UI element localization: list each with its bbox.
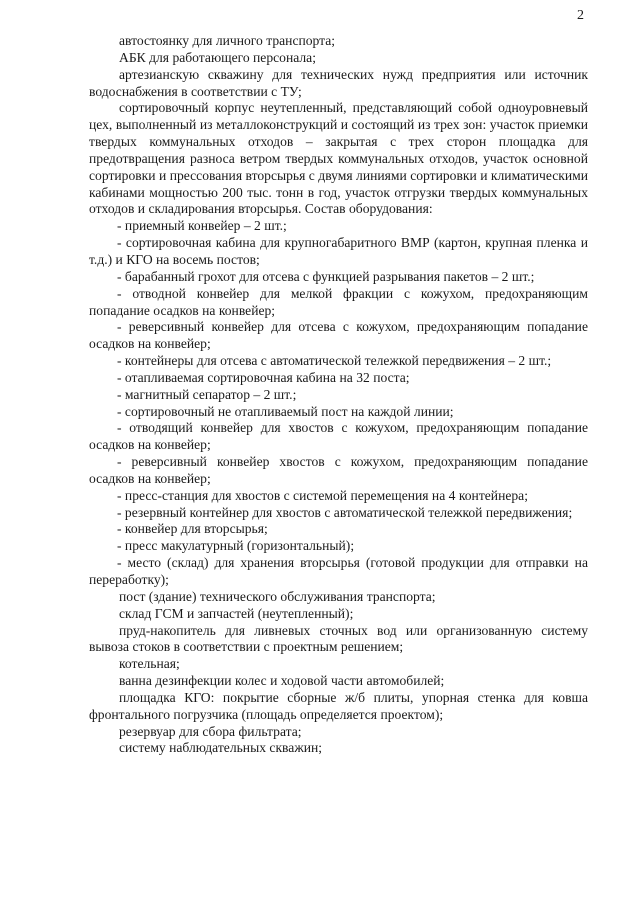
paragraph: склад ГСМ и запчастей (неутепленный); bbox=[119, 605, 354, 621]
equipment-list-item: - отапливаемая сортировочная кабина на 32 поста; bbox=[117, 369, 410, 385]
equipment-list-item: - место (склад) для хранения вторсырья (готовой продукции для отправки на переработку); bbox=[89, 555, 588, 587]
page-number: 2 bbox=[577, 8, 584, 23]
paragraph: систему наблюдательных скважин; bbox=[119, 740, 323, 756]
equipment-list-item: - сортировочный не отапливаемый пост на каждой линии; bbox=[117, 403, 454, 419]
document-body bbox=[89, 33, 588, 757]
paragraph: артезианскую скважину для технических нужд предприятия или источник водоснабжения в соответствии с ТУ; bbox=[89, 66, 588, 99]
equipment-list-item: - отводящий конвейер для хвостов с кожухом, предохраняющим попадание осадков на конвейер; bbox=[89, 420, 588, 453]
equipment-list-item: - реверсивный конвейер хвостов с кожухом, предохраняющим попадание осадков на конвейер; bbox=[89, 454, 588, 486]
equipment-list-item: - конвейер для вторсырья; bbox=[117, 521, 268, 537]
equipment-list-item: - контейнеры для отсева с автоматической тележкой передвижения – 2 шт.; bbox=[117, 353, 552, 369]
equipment-list-item: - реверсивный конвейер для отсева с кожухом, предохраняющим попадание осадков на конвейер; bbox=[89, 319, 588, 352]
equipment-list-item: - пресс макулатурный (горизонтальный); bbox=[117, 538, 355, 554]
paragraph: ванна дезинфекции колес и ходовой части автомобилей; bbox=[119, 673, 445, 689]
paragraph: площадка КГО: покрытие сборные ж/б плиты, упорная стенка для ковша фронтального погрузчика (площадь определяется проектом); bbox=[89, 689, 588, 722]
paragraph: пруд-накопитель для ливневых сточных вод или организованную систему вывоза стоков в соответствии с проектным решением; bbox=[89, 622, 588, 655]
equipment-list-item: - пресс-станция для хвостов с системой перемещения на 4 контейнера; bbox=[117, 487, 528, 503]
equipment-list-item: - барабанный грохот для отсева с функцией разрывания пакетов – 2 шт.; bbox=[117, 268, 535, 284]
paragraph: резервуар для сбора фильтрата; bbox=[119, 723, 302, 739]
equipment-list-item: - отводной конвейер для мелкой фракции с кожухом, предохраняющим попадание осадков на конвейер; bbox=[89, 285, 588, 318]
paragraph: автостоянку для личного транспорта; bbox=[119, 33, 336, 48]
equipment-list-item: - приемный конвейер – 2 шт.; bbox=[117, 218, 287, 234]
paragraph: пост (здание) технического обслуживания транспорта; bbox=[119, 588, 436, 604]
paragraph: котельная; bbox=[119, 656, 180, 672]
equipment-list-item: - резервный контейнер для хвостов с автоматической тележкой передвижения; bbox=[117, 504, 573, 520]
paragraph: АБК для работающего персонала; bbox=[119, 49, 316, 65]
equipment-list-item: - магнитный сепаратор – 2 шт.; bbox=[117, 386, 297, 402]
equipment-list-item: - сортировочная кабина для крупногабаритного ВМР (картон, крупная пленка и т.д.) и КГО на восемь постов; bbox=[89, 235, 588, 267]
paragraph: сортировочный корпус неутепленный, представляющий собой одноуровневый цех, выполненный из металлоконструкций и состоящий из трех зон: участок приемки твердых коммунальных отходов – закрытая с трех сторон площадка для предотвращения разноса ветром твердых коммунальных отходов, участок основной сортировки и прессования вторсырья с двумя линиями сортировки и климатическими кабинами мощностью 200 тыс. тонн в год, участок отгрузки твердых коммунальных отходов и складирования вторсырья. Состав оборудования: bbox=[89, 100, 588, 217]
